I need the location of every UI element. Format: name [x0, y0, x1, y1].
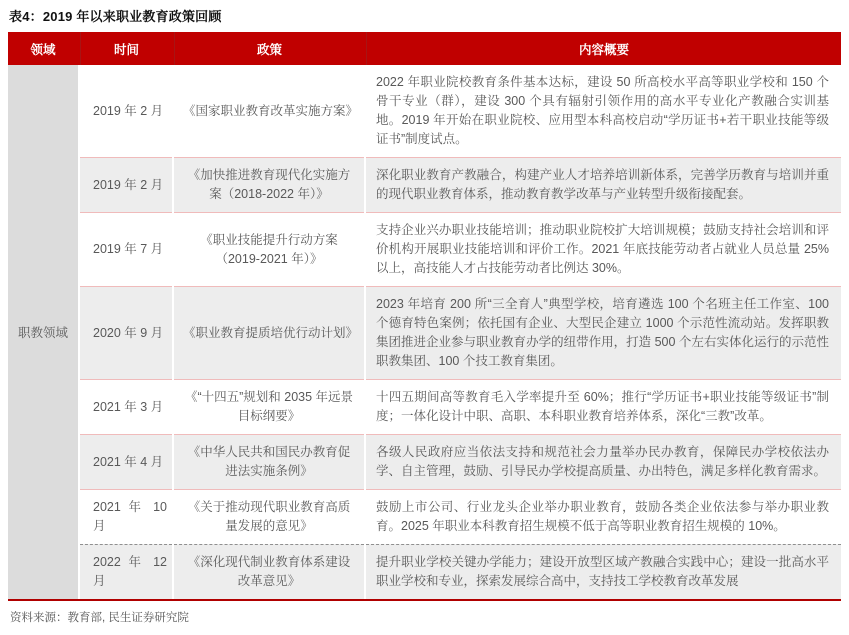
policy-summary: 鼓励上市公司、行业龙头企业举办职业教育，鼓励各类企业依法参与举办职业教育。2025 年职业本科教育招生规模不低于高等职业教育招生规模的 10%。: [366, 489, 841, 544]
policy-name: 《加快推进教育现代化实施方案（2018-2022 年）》: [174, 157, 364, 212]
policy-summary: 十四五期间高等教育毛入学率提升至 60%；推行“学历证书+职业技能等级证书”制度；一体化设计中职、高职、本科职业教育培养体系，深化“三教”改革。: [366, 379, 841, 434]
source-note: 资料来源：教育部, 民生证券研究院: [10, 612, 189, 624]
policy-summary: 2023 年培育 200 所“三全育人”典型学校，培育遴选 100 个名班主任工作室、100 个德育特色案例；依托国有企业、大型民企建立 1000 个示范性流动站。发挥职教集团推进企业参与职业教育办学的纽带作用，打造 500 个左右实体化运行的示范性职教集团、100 个技工教育集团。: [366, 286, 841, 379]
policy-summary: 支持企业兴办职业技能培训；推动职业院校扩大培训规模；鼓励支持社会培训和评价机构开展职业技能培训和评价工作。2021 年底技能劳动者占就业人员总量 25%以上，高技能人才占技能劳动者比例达 30%。: [366, 212, 841, 286]
table-title: 表4：2019 年以来职业教育政策回顾: [9, 9, 222, 24]
header-time: 时间: [80, 32, 172, 65]
header-summary: 内容概要: [366, 32, 841, 65]
policy-summary: 2022 年职业院校教育条件基本达标，建设 50 所高校水平高等职业学校和 150 个骨干专业（群），建设 300 个具有辐射引领作用的高水平专业化产教融合实训基地。2019 年开始在职业院校、应用型本科高校启动“学历证书+若干职业技能等级证书”制度试点。: [366, 65, 841, 157]
table-header-row: [8, 32, 841, 65]
domain-cell: 职教领域: [8, 65, 78, 599]
policy-time: 2021 年 3 月: [80, 379, 172, 434]
policy-table: [8, 32, 841, 601]
policy-time: 2020 年 9 月: [80, 286, 172, 379]
policy-time: 2019 年 2 月: [80, 157, 172, 212]
policy-name: 《职业技能提升行动方案（2019-2021 年）》: [174, 212, 364, 286]
header-policy: 政策: [174, 32, 364, 65]
policy-name: 《“十四五”规划和 2035 年远景目标纲要》: [174, 379, 364, 434]
table-body: [8, 65, 841, 601]
policy-name: 《中华人民共和国民办教育促进法实施条例》: [174, 434, 364, 489]
policy-name: 《国家职业教育改革实施方案》: [174, 65, 364, 157]
policy-time: 2022 年 12 月: [80, 544, 172, 599]
policy-name: 《职业教育提质培优行动计划》: [174, 286, 364, 379]
policy-summary: 提升职业学校关键办学能力；建设开放型区域产教融合实践中心；建设一批高水平职业学校和专业，探索发展综合高中，支持技工学校教育改革发展: [366, 544, 841, 599]
policy-summary: 深化职业教育产教融合，构建产业人才培养培训新体系，完善学历教育与培训并重的现代职业教育体系，推动教育教学改革与产业转型升级衔接配套。: [366, 157, 841, 212]
policy-time: 2021 年 4 月: [80, 434, 172, 489]
policy-time: 2019 年 2 月: [80, 65, 172, 157]
header-domain: 领域: [30, 43, 56, 57]
policy-name: 《深化现代制业教育体系建设改革意见》: [174, 544, 364, 599]
policy-summary: 各级人民政府应当依法支持和规范社会力量举办民办教育，保障民办学校依法办学、自主管理，鼓励、引导民办学校提高质量、办出特色，满足多样化教育需求。: [366, 434, 841, 489]
policy-time: 2019 年 7 月: [80, 212, 172, 286]
policy-name: 《关于推动现代职业教育高质量发展的意见》: [174, 489, 364, 544]
policy-time: 2021 年 10 月: [80, 489, 172, 544]
